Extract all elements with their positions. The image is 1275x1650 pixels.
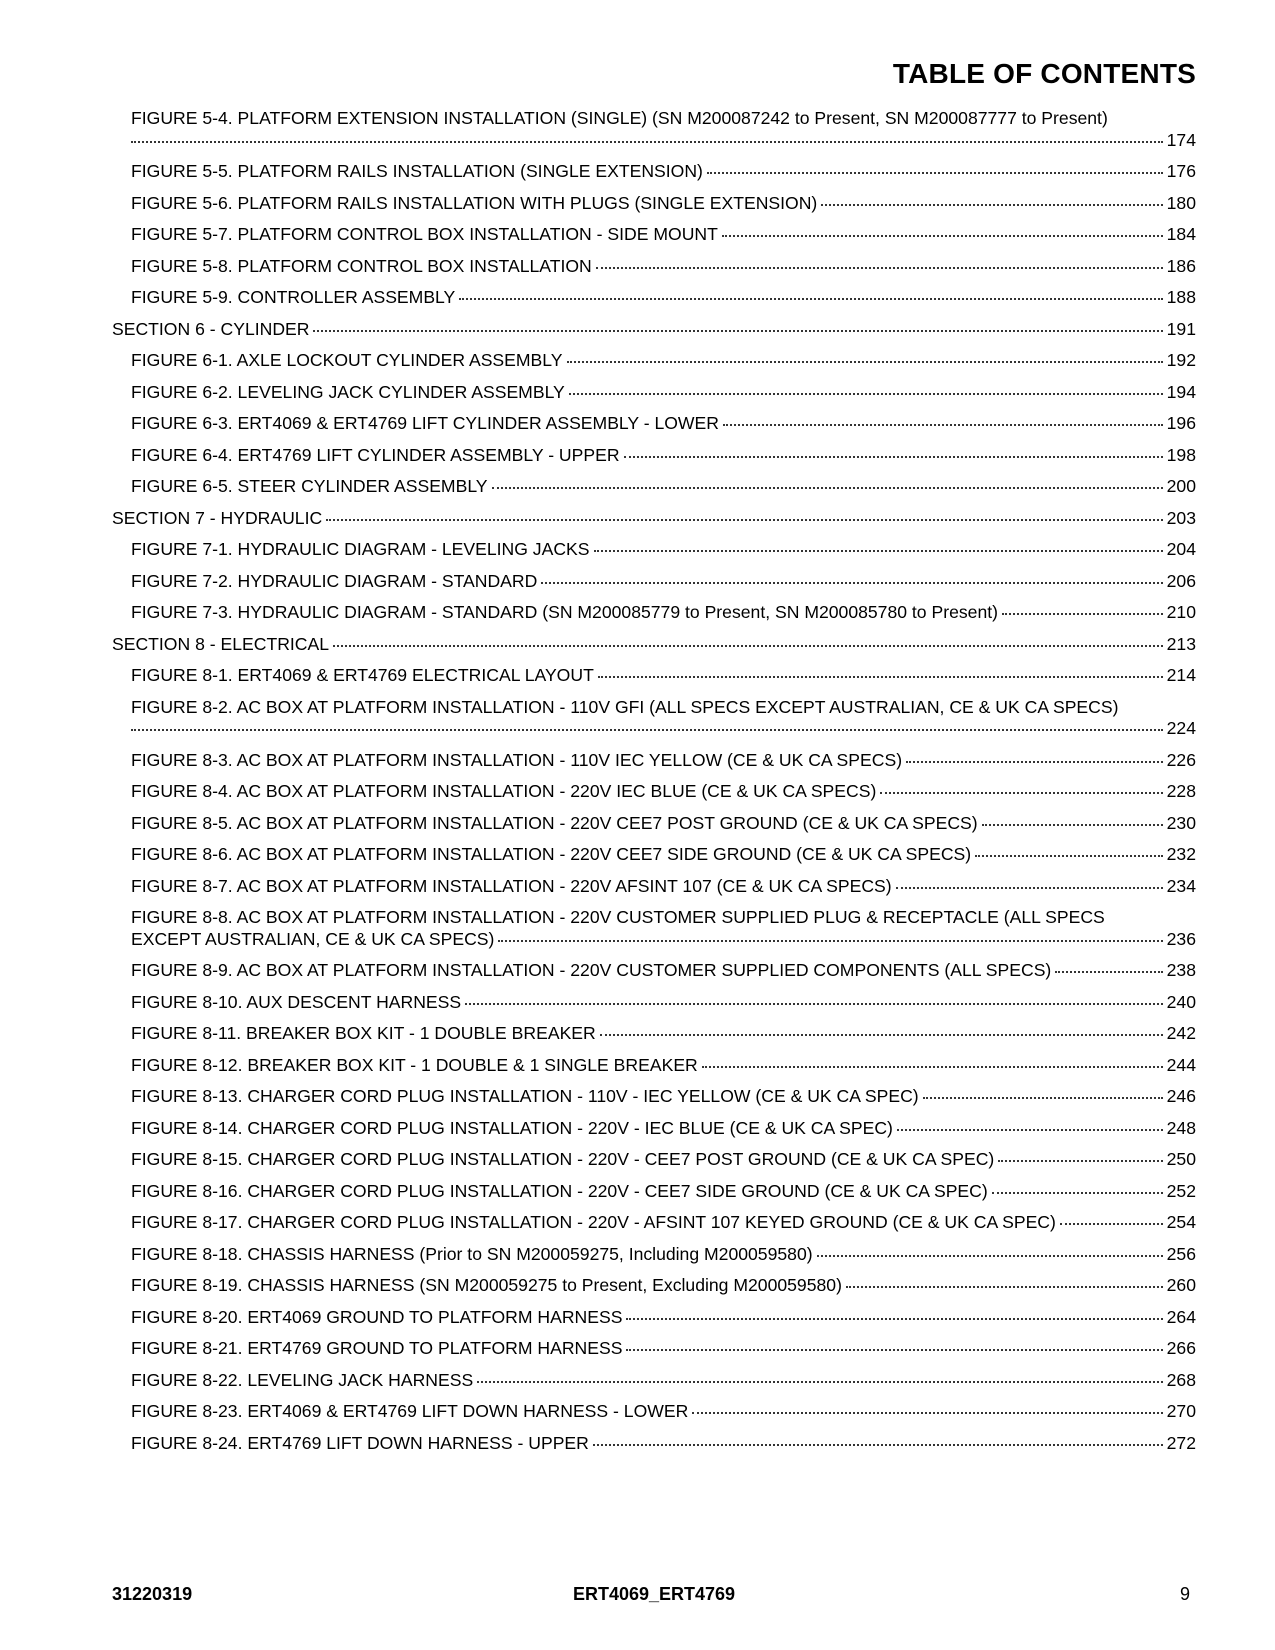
toc-page-number: 186 [1166,255,1196,276]
toc-entry-label: FIGURE 5-8. PLATFORM CONTROL BOX INSTALLATION [131,255,592,276]
toc-page-number: 198 [1166,444,1196,465]
toc-entry-label: FIGURE 7-3. HYDRAULIC DIAGRAM - STANDARD (SN M200085779 to Present, SN M200085780 to Present) [131,602,998,622]
toc-page-number: 191 [1166,318,1196,339]
dot-leader [498,940,1162,942]
toc-entry[interactable] [112,1086,1196,1108]
toc-entry[interactable] [112,1401,1196,1423]
toc-entry-label: FIGURE 7-1. HYDRAULIC DIAGRAM - LEVELING JACKS [131,539,590,559]
toc-entry-label: FIGURE 8-5. AC BOX AT PLATFORM INSTALLATION - 220V CEE7 POST GROUND (CE & UK CA SPECS) [131,812,978,833]
dot-leader [702,1066,1163,1068]
toc-entry[interactable] [112,1181,1196,1203]
dot-leader [333,645,1163,647]
toc-entry[interactable] [112,907,1196,950]
dot-leader [326,519,1162,521]
toc-entry-label: FIGURE 8-20. ERT4069 GROUND TO PLATFORM HARNESS [131,1306,623,1327]
toc-entry-label: FIGURE 8-7. AC BOX AT PLATFORM INSTALLATION - 220V AFSINT 107 (CE & UK CA SPECS) [131,875,892,896]
page-footer [112,1584,1196,1608]
toc-entry-label: FIGURE 8-23. ERT4069 & ERT4769 LIFT DOWN HARNESS - LOWER [131,1401,689,1421]
dot-leader [459,298,1162,300]
toc-entry-label: FIGURE 8-13. CHARGER CORD PLUG INSTALLATION - 110V - IEC YELLOW (CE & UK CA SPEC) [131,1086,919,1106]
toc-entry-label: FIGURE 8-2. AC BOX AT PLATFORM INSTALLATION - 110V GFI (ALL SPECS EXCEPT AUSTRALIAN, CE & UK CA SPECS) [131,696,1119,717]
toc-entry[interactable] [112,413,1196,435]
dot-leader [897,1129,1163,1131]
toc-page-number: 184 [1166,224,1196,244]
toc-page-number: 248 [1166,1117,1196,1138]
toc-entry[interactable] [112,813,1196,835]
toc-page-number: 194 [1166,381,1196,402]
dot-leader [131,141,1163,143]
dot-leader [1060,1223,1163,1225]
toc-page-number: 254 [1166,1212,1196,1232]
toc-page-number: 238 [1166,960,1196,980]
toc-entry[interactable] [112,161,1196,183]
toc-entry[interactable] [112,750,1196,772]
toc-section[interactable] [112,319,1196,341]
toc-entry-label: FIGURE 8-3. AC BOX AT PLATFORM INSTALLATION - 110V IEC YELLOW (CE & UK CA SPECS) [131,749,903,770]
toc-entry-label: FIGURE 8-6. AC BOX AT PLATFORM INSTALLATION - 220V CEE7 SIDE GROUND (CE & UK CA SPECS) [131,844,972,864]
toc-page-number: 174 [1166,129,1196,150]
toc-entry-label: FIGURE 8-8. AC BOX AT PLATFORM INSTALLATION - 220V CUSTOMER SUPPLIED PLUG & RECEPTACLE (ALL SPECS [131,907,1105,927]
toc-page-number: 268 [1166,1369,1196,1390]
toc-entry[interactable] [112,1275,1196,1297]
toc-entry[interactable] [112,876,1196,898]
toc-entry[interactable] [112,1118,1196,1140]
dot-leader [846,1286,1163,1288]
toc-page-number: 206 [1166,570,1196,591]
toc-entry[interactable] [112,539,1196,561]
toc-entry-label: SECTION 6 - CYLINDER [112,318,310,339]
dot-leader [567,361,1163,363]
toc-page-number: 260 [1166,1275,1196,1295]
toc-page-number: 204 [1166,539,1196,559]
toc-entry-label: FIGURE 5-7. PLATFORM CONTROL BOX INSTALLATION - SIDE MOUNT [131,224,718,244]
toc-page-number: 196 [1166,413,1196,433]
toc-entry-label: FIGURE 8-22. LEVELING JACK HARNESS [131,1369,474,1390]
toc-entry[interactable] [112,1023,1196,1045]
toc-entry-label: FIGURE 5-6. PLATFORM RAILS INSTALLATION WITH PLUGS (SINGLE EXTENSION) [131,192,818,213]
toc-section[interactable] [112,634,1196,656]
dot-leader [982,824,1163,826]
dot-leader [1055,971,1162,973]
dot-leader [1002,613,1163,615]
toc-entry-label: FIGURE 8-1. ERT4069 & ERT4769 ELECTRICAL LAYOUT [131,665,594,685]
toc-entry[interactable] [112,602,1196,624]
toc-entry[interactable] [112,697,1196,740]
toc-entry[interactable] [112,1244,1196,1266]
toc-page-number: 180 [1166,192,1196,213]
toc-entry[interactable] [112,287,1196,309]
toc-entry[interactable] [112,1433,1196,1455]
toc-entry-label: FIGURE 5-4. PLATFORM EXTENSION INSTALLATION (SINGLE) (SN M200087242 to Present, SN M200087777 to Present) [131,108,1108,128]
toc-page-number: 270 [1166,1401,1196,1421]
dot-leader [131,729,1163,731]
dot-leader [313,330,1162,332]
toc-page-number: 242 [1166,1023,1196,1043]
toc-page-number: 176 [1166,161,1196,181]
dot-leader [477,1381,1162,1383]
toc-entry[interactable] [112,350,1196,372]
toc-entry[interactable] [112,1055,1196,1077]
toc-page-number: 244 [1166,1054,1196,1075]
toc-entry[interactable] [112,1149,1196,1171]
toc-page-number: 188 [1166,287,1196,307]
toc-entry[interactable] [112,960,1196,982]
toc-entry-label: FIGURE 8-16. CHARGER CORD PLUG INSTALLATION - 220V - CEE7 SIDE GROUND (CE & UK CA SPEC) [131,1180,988,1201]
dot-leader [817,1255,1163,1257]
toc-entry-label: FIGURE 8-21. ERT4769 GROUND TO PLATFORM HARNESS [131,1338,623,1358]
toc-entry-label: FIGURE 8-4. AC BOX AT PLATFORM INSTALLATION - 220V IEC BLUE (CE & UK CA SPECS) [131,781,877,801]
toc-page-number: 226 [1166,749,1196,770]
toc-entry-label: FIGURE 6-5. STEER CYLINDER ASSEMBLY [131,476,488,496]
dot-leader [896,887,1163,889]
toc-page-number: 252 [1166,1180,1196,1201]
toc-page-number: 234 [1166,875,1196,896]
toc-page-number: 203 [1166,507,1196,528]
toc-entry[interactable] [112,992,1196,1014]
doc-number: 31220319 [112,1584,193,1604]
dot-leader [598,676,1163,678]
dot-leader [998,1160,1162,1162]
toc-page-number: 250 [1166,1149,1196,1169]
toc-entry[interactable] [112,1212,1196,1234]
toc-entry-label: FIGURE 5-9. CONTROLLER ASSEMBLY [131,287,456,307]
toc-entry-label: SECTION 8 - ELECTRICAL [112,633,330,654]
toc-entry-label: FIGURE 8-19. CHASSIS HARNESS (SN M200059275 to Present, Excluding M200059580) [131,1275,842,1295]
toc-entry-label: FIGURE 6-1. AXLE LOCKOUT CYLINDER ASSEMBLY [131,350,563,370]
toc-entry-label: FIGURE 8-12. BREAKER BOX KIT - 1 DOUBLE & 1 SINGLE BREAKER [131,1054,698,1075]
toc-entry[interactable] [112,781,1196,803]
dot-leader [569,393,1163,395]
toc-entry[interactable] [112,1307,1196,1329]
dot-leader [880,792,1162,794]
dot-leader [992,1192,1163,1194]
toc-page-number: 272 [1166,1432,1196,1453]
dot-leader [465,1003,1163,1005]
dot-leader [596,267,1163,269]
page-title: TABLE OF CONTENTS [892,58,1196,89]
dot-leader [723,424,1163,426]
toc-entry[interactable] [112,1338,1196,1360]
page-number: 9 [1179,1584,1190,1604]
toc-page-number: 246 [1166,1086,1196,1106]
toc-list [112,108,1196,1464]
toc-page-number: 256 [1166,1243,1196,1264]
toc-section[interactable] [112,508,1196,530]
toc-entry-label: FIGURE 6-2. LEVELING JACK CYLINDER ASSEMBLY [131,381,565,402]
toc-entry[interactable] [112,1370,1196,1392]
dot-leader [626,1318,1162,1320]
toc-page-number: 200 [1166,476,1196,496]
toc-entry-label-continued: EXCEPT AUSTRALIAN, CE & UK CA SPECS) [131,928,495,949]
toc-entry[interactable] [112,445,1196,467]
toc-entry[interactable] [112,571,1196,593]
toc-page-number: 240 [1166,991,1196,1012]
toc-page-number: 192 [1166,350,1196,370]
dot-leader [600,1034,1163,1036]
toc-entry[interactable] [112,476,1196,498]
dot-leader [707,172,1163,174]
toc-page-number: 224 [1166,718,1196,738]
toc-page-number: 266 [1166,1338,1196,1358]
toc-entry[interactable] [112,256,1196,278]
toc-entry-label: FIGURE 8-10. AUX DESCENT HARNESS [131,991,462,1012]
toc-entry-label: SECTION 7 - HYDRAULIC [112,507,323,528]
dot-leader [593,1444,1163,1446]
dot-leader [624,456,1163,458]
toc-entry[interactable] [112,665,1196,687]
toc-entry-label: FIGURE 6-4. ERT4769 LIFT CYLINDER ASSEMBLY - UPPER [131,444,620,465]
toc-entry-label: FIGURE 8-24. ERT4769 LIFT DOWN HARNESS - UPPER [131,1432,589,1453]
dot-leader [906,761,1163,763]
toc-page-number: 236 [1166,928,1196,949]
toc-page-number: 264 [1166,1306,1196,1327]
dot-leader [594,550,1163,552]
toc-entry-label: FIGURE 7-2. HYDRAULIC DIAGRAM - STANDARD [131,570,538,591]
toc-entry-label: FIGURE 6-3. ERT4069 & ERT4769 LIFT CYLINDER ASSEMBLY - LOWER [131,413,719,433]
toc-entry-label: FIGURE 8-14. CHARGER CORD PLUG INSTALLATION - 220V - IEC BLUE (CE & UK CA SPEC) [131,1117,893,1138]
dot-leader [722,235,1163,237]
toc-page-number: 214 [1166,665,1196,685]
dot-leader [626,1349,1162,1351]
toc-page-number: 210 [1166,602,1196,622]
dot-leader [975,855,1163,857]
toc-entry[interactable] [112,193,1196,215]
toc-entry-label: FIGURE 8-9. AC BOX AT PLATFORM INSTALLATION - 220V CUSTOMER SUPPLIED COMPONENTS (ALL SPECS) [131,960,1052,980]
toc-entry-label: FIGURE 8-17. CHARGER CORD PLUG INSTALLATION - 220V - AFSINT 107 KEYED GROUND (CE & UK CA SPEC) [131,1212,1056,1232]
toc-page-number: 213 [1166,633,1196,654]
dot-leader [541,582,1162,584]
toc-entry[interactable] [112,844,1196,866]
toc-entry-label: FIGURE 8-15. CHARGER CORD PLUG INSTALLATION - 220V - CEE7 POST GROUND (CE & UK CA SPEC) [131,1149,995,1169]
dot-leader [923,1097,1163,1099]
toc-entry[interactable] [112,224,1196,246]
dot-leader [821,204,1162,206]
toc-page-number: 232 [1166,844,1196,864]
toc-page-number: 228 [1166,781,1196,801]
toc-page-number: 230 [1166,812,1196,833]
toc-entry[interactable] [112,108,1196,151]
toc-entry-label: FIGURE 5-5. PLATFORM RAILS INSTALLATION (SINGLE EXTENSION) [131,161,703,181]
dot-leader [692,1412,1162,1414]
model-name: ERT4069_ERT4769 [572,1584,736,1604]
dot-leader [492,487,1163,489]
toc-entry-label: FIGURE 8-18. CHASSIS HARNESS (Prior to SN M200059275, Including M200059580) [131,1243,813,1264]
toc-entry[interactable] [112,382,1196,404]
toc-entry-label: FIGURE 8-11. BREAKER BOX KIT - 1 DOUBLE BREAKER [131,1023,596,1043]
